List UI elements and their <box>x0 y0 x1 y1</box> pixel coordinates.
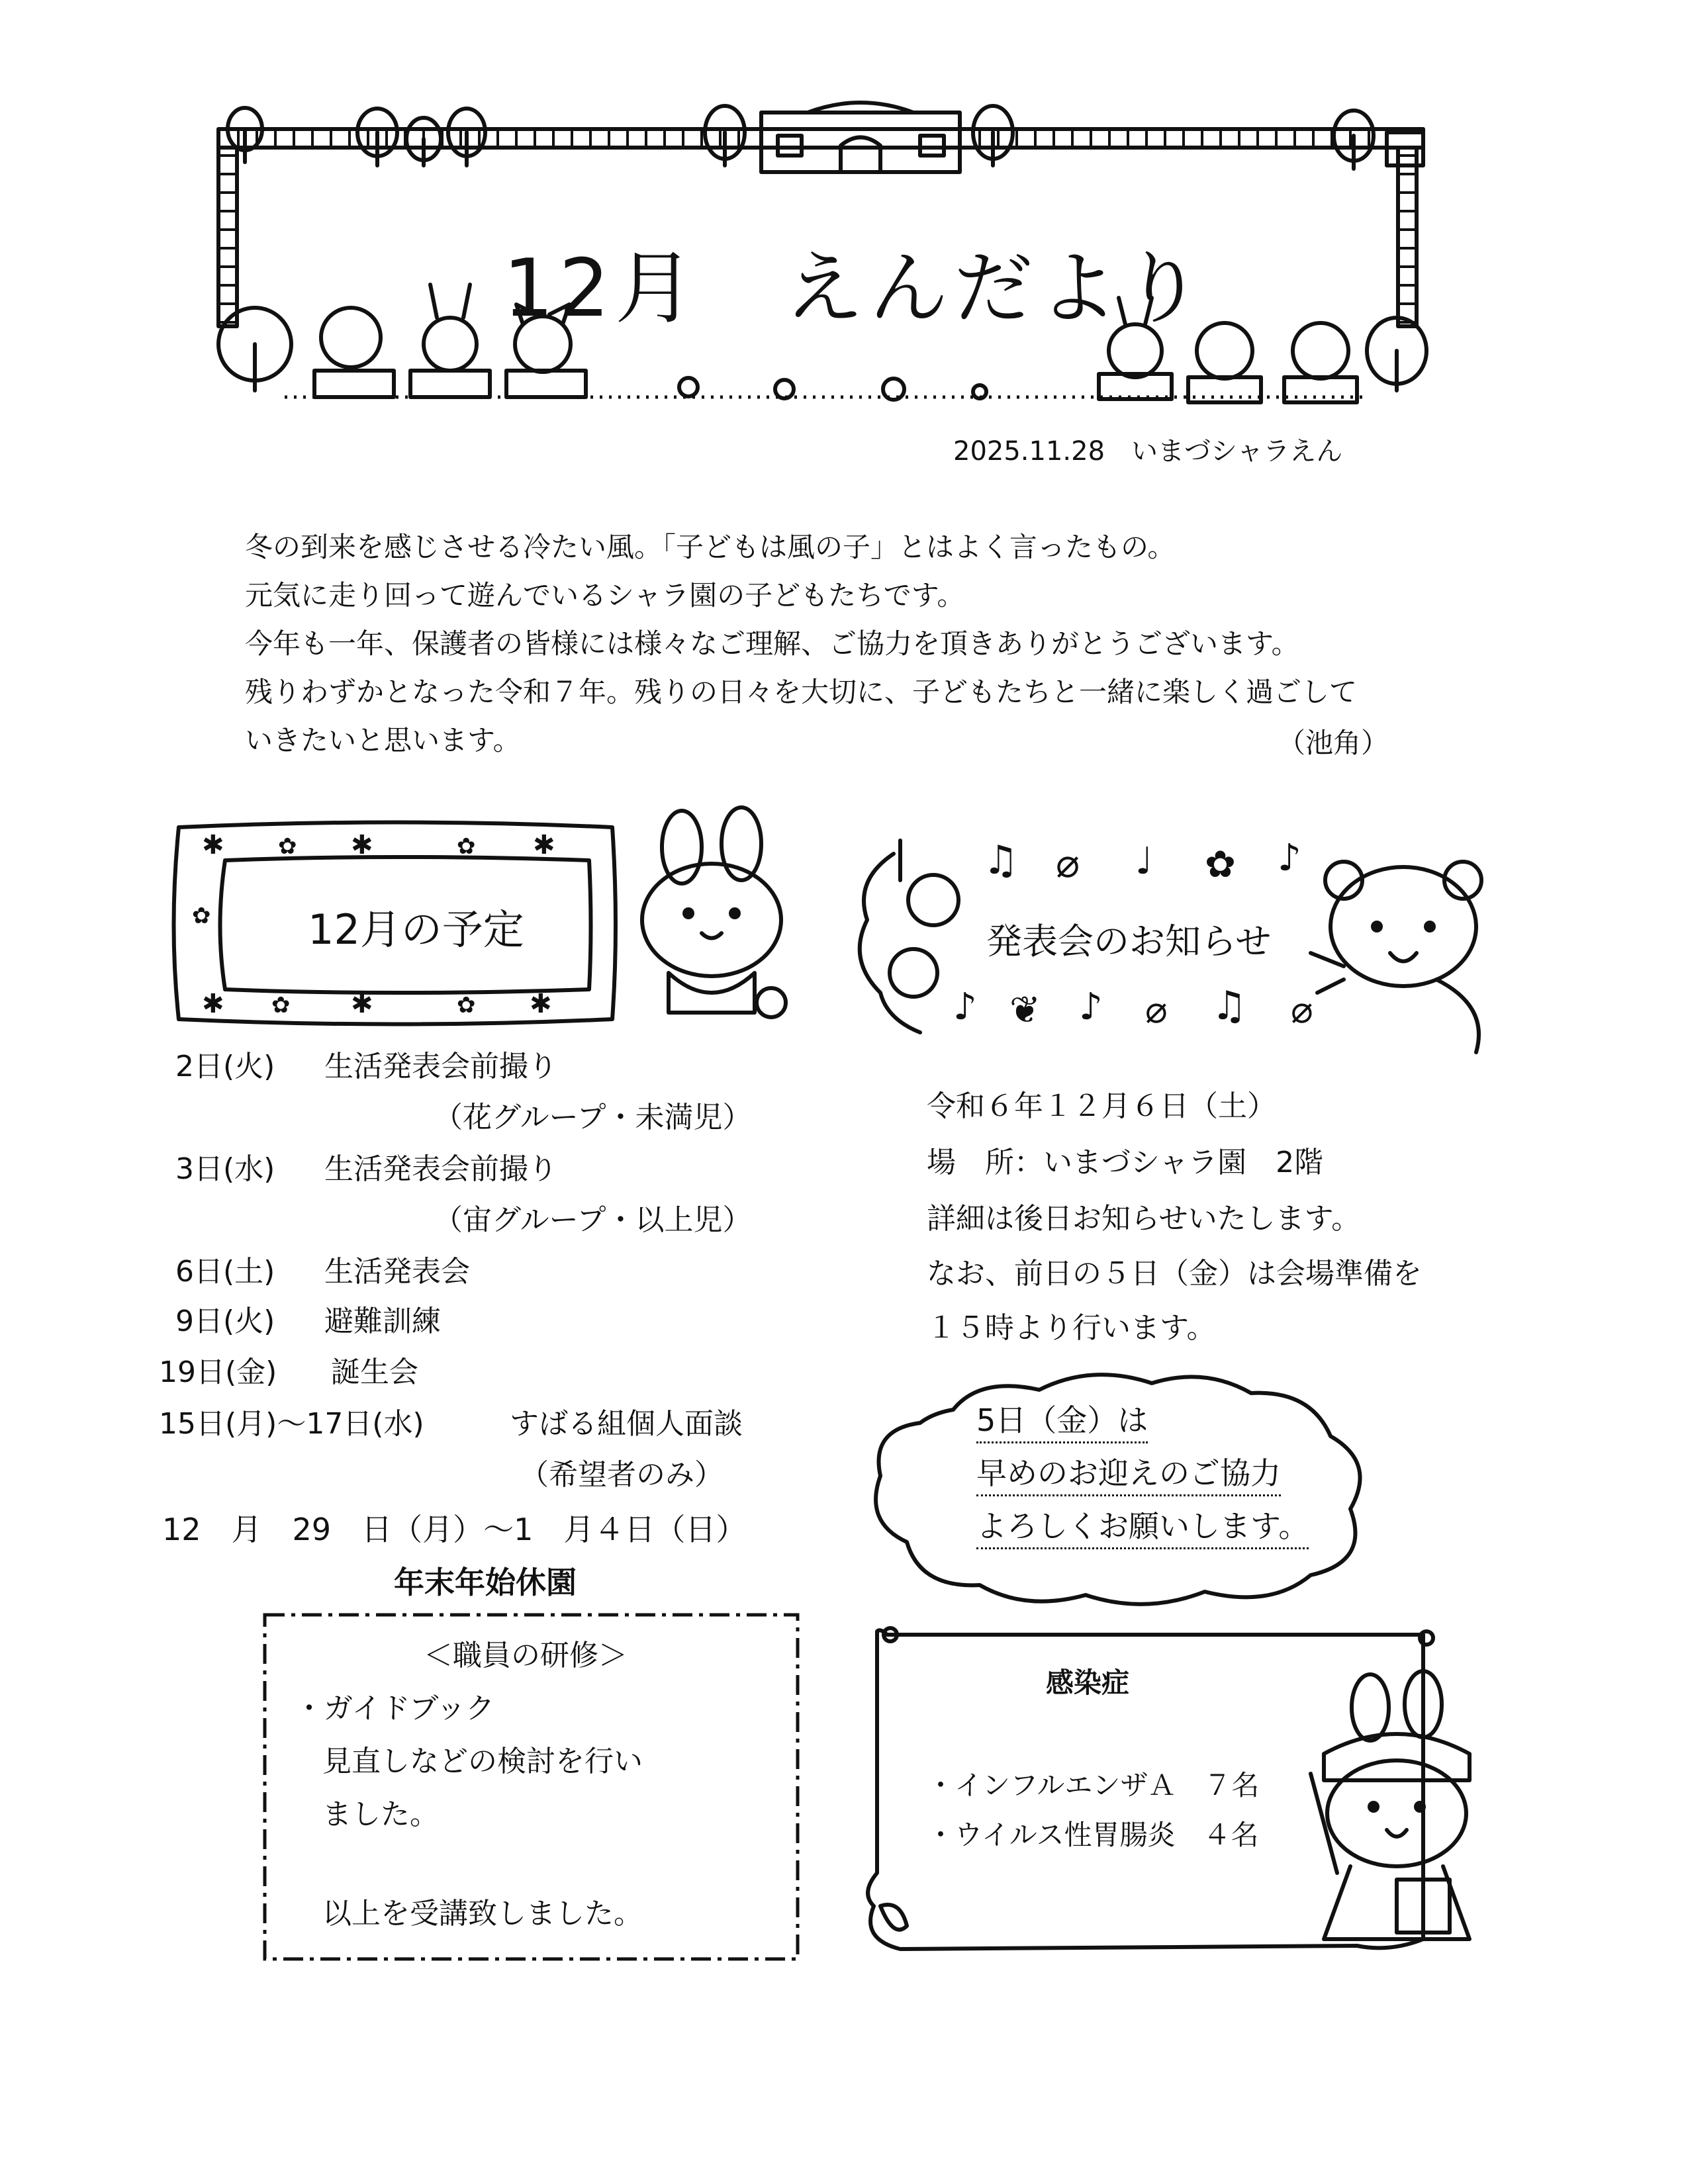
holiday-label: 年末年始休園 <box>394 1565 577 1600</box>
recital-prep-time: １５時より行います。 <box>927 1311 1216 1345</box>
schedule-date: 6日(土) <box>175 1255 275 1289</box>
svg-text:⌀: ⌀ <box>1145 989 1168 1032</box>
intro-line: 元気に走り回って遊んでいるシャラ園の子どもたちです。 <box>245 579 965 612</box>
holiday-dates: 12 月 29 日（月）～1 月４日（日） <box>162 1512 747 1547</box>
schedule-note: （花グループ・未満児） <box>434 1101 752 1134</box>
callout-line: 早めのお迎えのご協力 <box>976 1449 1281 1496</box>
svg-text:✿: ✿ <box>457 992 476 1019</box>
svg-text:✿: ✿ <box>457 833 476 860</box>
svg-text:♪: ♪ <box>953 985 977 1028</box>
callout-line: 5日（金）は <box>976 1396 1148 1443</box>
teacher-rabbit-illustration <box>1297 1674 1496 1952</box>
schedule-title: 12月の予定 <box>308 905 524 954</box>
issue-date-and-issuer: 2025.11.28 いまづシャラえん <box>953 436 1343 467</box>
svg-text:♪: ♪ <box>1079 985 1103 1028</box>
schedule-date: 3日(水) <box>175 1152 275 1186</box>
newsletter-title: 12月 えんだより <box>503 243 1208 335</box>
svg-text:✿: ✿ <box>278 833 297 860</box>
intro-line: 今年も一年、保護者の皆様には様々なご理解、ご協力を頂きありがとうございます。 <box>245 627 1299 660</box>
schedule-note: （宙グループ・以上児） <box>434 1203 752 1237</box>
schedule-date: 9日(火) <box>175 1304 275 1338</box>
svg-text:✱: ✱ <box>202 830 224 860</box>
svg-text:✱: ✱ <box>533 830 555 860</box>
staff-training-item: ・ガイドブック <box>295 1692 495 1725</box>
staff-training-closing: 以上を受講致しました。 <box>322 1897 643 1931</box>
schedule-date: 15日(月)～17日(水) <box>159 1407 424 1441</box>
intro-author: （池角） <box>1278 727 1389 759</box>
svg-text:✿: ✿ <box>271 992 291 1019</box>
svg-text:♪: ♪ <box>1278 837 1301 880</box>
schedule-event: 生活発表会 <box>324 1255 470 1289</box>
schedule-date: 2日(火) <box>175 1050 275 1083</box>
callout-line: よろしくお願いします。 <box>976 1502 1309 1549</box>
schedule-event: 避難訓練 <box>324 1304 441 1338</box>
schedule-event: 生活発表会前撮り <box>324 1050 557 1083</box>
staff-training-item: 見直しなどの検討を行い <box>322 1745 643 1778</box>
recital-date: 令和６年１２月６日（土） <box>927 1089 1276 1123</box>
recital-title: 発表会のお知らせ <box>986 921 1272 962</box>
staff-training-title: ＜職員の研修＞ <box>424 1639 628 1672</box>
svg-text:✱: ✱ <box>530 989 552 1019</box>
svg-text:♫: ♫ <box>983 837 1019 884</box>
svg-text:✱: ✱ <box>351 989 373 1019</box>
intro-line: 冬の到来を感じさせる冷たい風。「子どもは風の子」とはよく言ったもの。 <box>245 531 1176 563</box>
intro-line: 残りわずかとなった令和７年。残りの日々を大切に、子どもたちと一緒に楽しく過ごして <box>245 676 1358 708</box>
svg-text:⌀: ⌀ <box>1056 841 1080 887</box>
infection-title: 感染症 <box>1046 1666 1130 1699</box>
svg-text:⌀: ⌀ <box>1291 989 1313 1032</box>
svg-text:✿: ✿ <box>1205 843 1236 886</box>
staff-training-item: ました。 <box>322 1797 439 1831</box>
infection-item: ・ウイルス性胃腸炎 ４名 <box>927 1819 1259 1851</box>
schedule-event: すばる組個人面談 <box>510 1407 743 1441</box>
svg-text:✱: ✱ <box>202 989 224 1019</box>
recital-venue: 場 所：いまづシャラ園 2階 <box>927 1146 1324 1179</box>
recital-detail: 詳細は後日お知らせいたします。 <box>927 1202 1361 1236</box>
infection-item: ・インフルエンザＡ ７名 <box>927 1769 1260 1801</box>
intro-line: いきたいと思います。 <box>245 724 521 756</box>
svg-text:♫: ♫ <box>1211 983 1247 1029</box>
svg-text:❦: ❦ <box>1009 989 1041 1032</box>
schedule-date: 19日(金) <box>159 1355 277 1389</box>
schedule-event: 誕生会 <box>331 1355 418 1389</box>
schedule-note: （希望者のみ） <box>520 1458 724 1492</box>
schedule-event: 生活発表会前撮り <box>324 1152 557 1186</box>
recital-prep-note: なお、前日の５日（金）は会場準備を <box>927 1257 1422 1291</box>
svg-text:♩: ♩ <box>1135 840 1153 883</box>
svg-text:✱: ✱ <box>351 830 373 860</box>
svg-text:✿: ✿ <box>192 903 211 929</box>
